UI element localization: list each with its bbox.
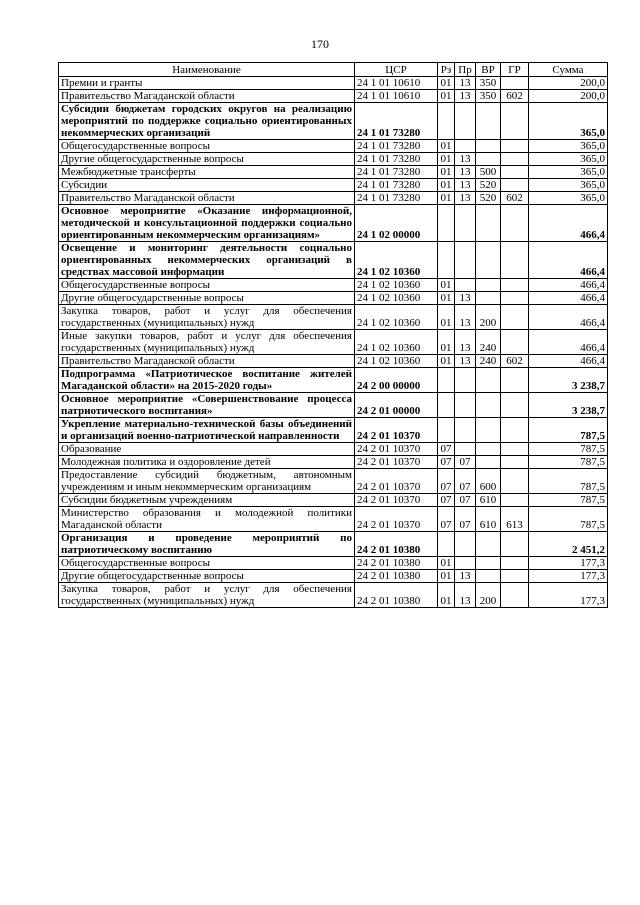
cell-vr <box>476 418 501 443</box>
cell-vr <box>476 557 501 570</box>
cell-sum: 365,0 <box>529 192 608 205</box>
cell-csr: 24 1 02 00000 <box>355 205 438 242</box>
cell-pr <box>455 103 476 140</box>
cell-sum: 3 238,7 <box>529 393 608 418</box>
cell-name: Иные закупки товаров, работ и услуг для обеспечения государственных (муниципальных) нужд <box>59 330 355 355</box>
header-sum: Сумма <box>529 63 608 77</box>
cell-vr <box>476 140 501 153</box>
cell-gr <box>501 494 529 507</box>
cell-vr <box>476 443 501 456</box>
table-row <box>59 494 608 507</box>
cell-rz: 07 <box>438 494 455 507</box>
cell-rz <box>438 242 455 279</box>
cell-gr: 602 <box>501 355 529 368</box>
cell-rz: 01 <box>438 583 455 608</box>
cell-vr: 350 <box>476 77 501 90</box>
cell-rz <box>438 532 455 557</box>
cell-vr <box>476 292 501 305</box>
cell-csr: 24 1 01 73280 <box>355 103 438 140</box>
cell-pr: 13 <box>455 192 476 205</box>
cell-sum: 365,0 <box>529 140 608 153</box>
cell-csr: 24 2 01 10370 <box>355 469 438 494</box>
cell-sum: 200,0 <box>529 77 608 90</box>
cell-sum: 466,4 <box>529 305 608 330</box>
cell-vr: 500 <box>476 166 501 179</box>
cell-pr <box>455 557 476 570</box>
cell-vr <box>476 368 501 393</box>
cell-name: Правительство Магаданской области <box>59 192 355 205</box>
cell-sum: 466,4 <box>529 242 608 279</box>
cell-sum: 365,0 <box>529 153 608 166</box>
table-row <box>59 583 608 608</box>
cell-sum: 466,4 <box>529 330 608 355</box>
cell-pr <box>455 140 476 153</box>
cell-vr: 240 <box>476 330 501 355</box>
table-row <box>59 570 608 583</box>
cell-pr: 07 <box>455 469 476 494</box>
header-rz: Рз <box>438 63 455 77</box>
cell-sum: 787,5 <box>529 507 608 532</box>
cell-name: Правительство Магаданской области <box>59 90 355 103</box>
cell-csr: 24 2 01 10370 <box>355 456 438 469</box>
cell-gr <box>501 330 529 355</box>
cell-sum: 466,4 <box>529 355 608 368</box>
cell-vr <box>476 242 501 279</box>
cell-vr: 600 <box>476 469 501 494</box>
cell-sum: 787,5 <box>529 443 608 456</box>
cell-gr <box>501 456 529 469</box>
cell-sum: 365,0 <box>529 103 608 140</box>
cell-rz: 07 <box>438 456 455 469</box>
cell-rz: 01 <box>438 330 455 355</box>
table-row <box>59 77 608 90</box>
table-row <box>59 242 608 279</box>
cell-name: Другие общегосударственные вопросы <box>59 292 355 305</box>
cell-rz: 01 <box>438 570 455 583</box>
cell-name: Субсидии бюджетным учреждениям <box>59 494 355 507</box>
cell-pr: 13 <box>455 77 476 90</box>
cell-name: Закупка товаров, работ и услуг для обеспечения государственных (муниципальных) нужд <box>59 583 355 608</box>
cell-name: Молодежная политика и оздоровление детей <box>59 456 355 469</box>
table-row <box>59 153 608 166</box>
cell-csr: 24 1 01 73280 <box>355 153 438 166</box>
cell-name: Общегосударственные вопросы <box>59 279 355 292</box>
header-pr: Пр <box>455 63 476 77</box>
cell-csr: 24 2 01 10370 <box>355 494 438 507</box>
cell-gr <box>501 469 529 494</box>
cell-pr: 07 <box>455 456 476 469</box>
cell-sum: 466,4 <box>529 205 608 242</box>
cell-rz: 01 <box>438 557 455 570</box>
cell-pr: 13 <box>455 305 476 330</box>
cell-name: Закупка товаров, работ и услуг для обеспечения государственных (муниципальных) нужд <box>59 305 355 330</box>
cell-pr: 13 <box>455 330 476 355</box>
cell-gr <box>501 205 529 242</box>
cell-pr <box>455 242 476 279</box>
cell-gr <box>501 140 529 153</box>
cell-pr <box>455 418 476 443</box>
cell-csr: 24 1 01 10610 <box>355 77 438 90</box>
cell-csr: 24 2 01 10380 <box>355 583 438 608</box>
table-row <box>59 456 608 469</box>
cell-gr <box>501 583 529 608</box>
cell-rz: 01 <box>438 292 455 305</box>
cell-rz <box>438 418 455 443</box>
cell-csr: 24 1 01 73280 <box>355 166 438 179</box>
table-row <box>59 393 608 418</box>
cell-name: Подпрограмма «Патриотическое воспитание жителей Магаданской области» на 2015-2020 годы» <box>59 368 355 393</box>
table-row <box>59 205 608 242</box>
cell-name: Организация и проведение мероприятий по патриотическому воспитанию <box>59 532 355 557</box>
cell-pr <box>455 279 476 292</box>
cell-rz: 07 <box>438 443 455 456</box>
table-row <box>59 305 608 330</box>
cell-sum: 787,5 <box>529 469 608 494</box>
cell-vr: 520 <box>476 179 501 192</box>
cell-pr: 13 <box>455 570 476 583</box>
cell-vr: 520 <box>476 192 501 205</box>
cell-vr <box>476 279 501 292</box>
cell-vr: 200 <box>476 583 501 608</box>
cell-gr <box>501 103 529 140</box>
cell-pr: 13 <box>455 90 476 103</box>
cell-csr: 24 1 02 10360 <box>355 279 438 292</box>
cell-csr: 24 1 02 10360 <box>355 242 438 279</box>
cell-csr: 24 2 01 10370 <box>355 507 438 532</box>
cell-vr <box>476 103 501 140</box>
cell-rz: 07 <box>438 507 455 532</box>
cell-gr <box>501 279 529 292</box>
table-row <box>59 292 608 305</box>
cell-sum: 177,3 <box>529 557 608 570</box>
cell-rz <box>438 368 455 393</box>
cell-name: Укрепление материально-технической базы объединений и организаций военно-патриотической направленности <box>59 418 355 443</box>
cell-vr: 200 <box>476 305 501 330</box>
table-row <box>59 103 608 140</box>
cell-csr: 24 2 01 10370 <box>355 443 438 456</box>
cell-gr: 602 <box>501 192 529 205</box>
cell-pr: 13 <box>455 153 476 166</box>
table-row <box>59 507 608 532</box>
cell-csr: 24 2 01 10380 <box>355 570 438 583</box>
table-row <box>59 355 608 368</box>
cell-gr <box>501 570 529 583</box>
budget-table <box>58 62 608 608</box>
cell-name: Другие общегосударственные вопросы <box>59 570 355 583</box>
cell-vr <box>476 153 501 166</box>
cell-csr: 24 1 01 73280 <box>355 192 438 205</box>
cell-pr: 13 <box>455 583 476 608</box>
cell-sum: 200,0 <box>529 90 608 103</box>
cell-sum: 365,0 <box>529 166 608 179</box>
cell-rz: 01 <box>438 279 455 292</box>
cell-rz <box>438 205 455 242</box>
cell-gr <box>501 179 529 192</box>
cell-pr: 13 <box>455 166 476 179</box>
cell-csr: 24 2 01 00000 <box>355 393 438 418</box>
cell-csr: 24 2 01 10380 <box>355 557 438 570</box>
cell-rz <box>438 393 455 418</box>
cell-gr <box>501 242 529 279</box>
cell-sum: 2 451,2 <box>529 532 608 557</box>
cell-csr: 24 1 02 10360 <box>355 330 438 355</box>
cell-gr <box>501 393 529 418</box>
cell-name: Другие общегосударственные вопросы <box>59 153 355 166</box>
cell-name: Основное мероприятие «Совершенствование процесса патриотического воспитания» <box>59 393 355 418</box>
cell-gr <box>501 77 529 90</box>
cell-pr <box>455 443 476 456</box>
cell-gr <box>501 418 529 443</box>
table-row <box>59 368 608 393</box>
cell-gr <box>501 166 529 179</box>
cell-csr: 24 1 02 10360 <box>355 305 438 330</box>
table-row <box>59 192 608 205</box>
cell-sum: 787,5 <box>529 418 608 443</box>
cell-sum: 466,4 <box>529 279 608 292</box>
cell-name: Предоставление субсидий бюджетным, автономным учреждениям и иным некоммерческим организациям <box>59 469 355 494</box>
cell-rz: 01 <box>438 305 455 330</box>
cell-vr: 240 <box>476 355 501 368</box>
table-row <box>59 418 608 443</box>
cell-pr: 07 <box>455 507 476 532</box>
cell-name: Межбюджетные трансферты <box>59 166 355 179</box>
table-row <box>59 557 608 570</box>
cell-rz <box>438 103 455 140</box>
cell-csr: 24 1 01 73280 <box>355 140 438 153</box>
cell-name: Общегосударственные вопросы <box>59 557 355 570</box>
table-row <box>59 443 608 456</box>
cell-gr <box>501 532 529 557</box>
cell-gr: 602 <box>501 90 529 103</box>
table-row <box>59 90 608 103</box>
cell-name: Правительство Магаданской области <box>59 355 355 368</box>
cell-rz: 01 <box>438 140 455 153</box>
cell-vr: 610 <box>476 494 501 507</box>
header-gr: ГР <box>501 63 529 77</box>
cell-vr <box>476 570 501 583</box>
cell-name: Субсидии <box>59 179 355 192</box>
cell-vr <box>476 532 501 557</box>
cell-pr <box>455 205 476 242</box>
cell-csr: 24 1 02 10360 <box>355 292 438 305</box>
cell-rz: 01 <box>438 153 455 166</box>
cell-csr: 24 1 02 10360 <box>355 355 438 368</box>
table-header-row <box>59 63 608 77</box>
cell-vr <box>476 456 501 469</box>
cell-pr: 13 <box>455 292 476 305</box>
cell-sum: 787,5 <box>529 494 608 507</box>
cell-vr <box>476 205 501 242</box>
cell-gr <box>501 292 529 305</box>
header-vr: ВР <box>476 63 501 77</box>
cell-gr <box>501 443 529 456</box>
cell-name: Образование <box>59 443 355 456</box>
cell-sum: 787,5 <box>529 456 608 469</box>
cell-rz: 07 <box>438 469 455 494</box>
page-number: 170 <box>311 37 329 51</box>
cell-csr: 24 1 01 10610 <box>355 90 438 103</box>
cell-rz: 01 <box>438 179 455 192</box>
cell-gr: 613 <box>501 507 529 532</box>
cell-csr: 24 2 01 10370 <box>355 418 438 443</box>
table-row <box>59 469 608 494</box>
cell-vr: 350 <box>476 90 501 103</box>
table-body <box>59 77 608 608</box>
cell-csr: 24 2 01 10380 <box>355 532 438 557</box>
cell-sum: 365,0 <box>529 179 608 192</box>
cell-gr <box>501 557 529 570</box>
cell-gr <box>501 305 529 330</box>
cell-pr: 13 <box>455 355 476 368</box>
table-row <box>59 166 608 179</box>
cell-name: Освещение и мониторинг деятельности социально ориентированных некоммерческих организаций в средствах массовой информации <box>59 242 355 279</box>
cell-name: Общегосударственные вопросы <box>59 140 355 153</box>
cell-name: Министерство образования и молодежной политики Магаданской области <box>59 507 355 532</box>
cell-pr <box>455 368 476 393</box>
cell-pr: 13 <box>455 179 476 192</box>
cell-sum: 177,3 <box>529 583 608 608</box>
cell-rz: 01 <box>438 192 455 205</box>
cell-rz: 01 <box>438 90 455 103</box>
header-csr: ЦСР <box>355 63 438 77</box>
cell-pr <box>455 393 476 418</box>
cell-gr <box>501 368 529 393</box>
table-row <box>59 140 608 153</box>
cell-sum: 466,4 <box>529 292 608 305</box>
cell-gr <box>501 153 529 166</box>
table-row <box>59 532 608 557</box>
cell-name: Премии и гранты <box>59 77 355 90</box>
header-name: Наименование <box>59 63 355 77</box>
cell-sum: 3 238,7 <box>529 368 608 393</box>
cell-pr <box>455 532 476 557</box>
table-row <box>59 179 608 192</box>
cell-rz: 01 <box>438 166 455 179</box>
cell-csr: 24 2 00 00000 <box>355 368 438 393</box>
cell-name: Субсидии бюджетам городских округов на реализацию мероприятий по поддержке социально ориентированных некоммерческих организаций <box>59 103 355 140</box>
cell-name: Основное мероприятие «Оказание информационной, методической и консультационной поддержки социально ориентированным некоммерческим организациям» <box>59 205 355 242</box>
cell-vr <box>476 393 501 418</box>
cell-rz: 01 <box>438 355 455 368</box>
cell-csr: 24 1 01 73280 <box>355 179 438 192</box>
cell-sum: 177,3 <box>529 570 608 583</box>
cell-pr: 07 <box>455 494 476 507</box>
table-row <box>59 330 608 355</box>
table-row <box>59 279 608 292</box>
cell-vr: 610 <box>476 507 501 532</box>
cell-rz: 01 <box>438 77 455 90</box>
